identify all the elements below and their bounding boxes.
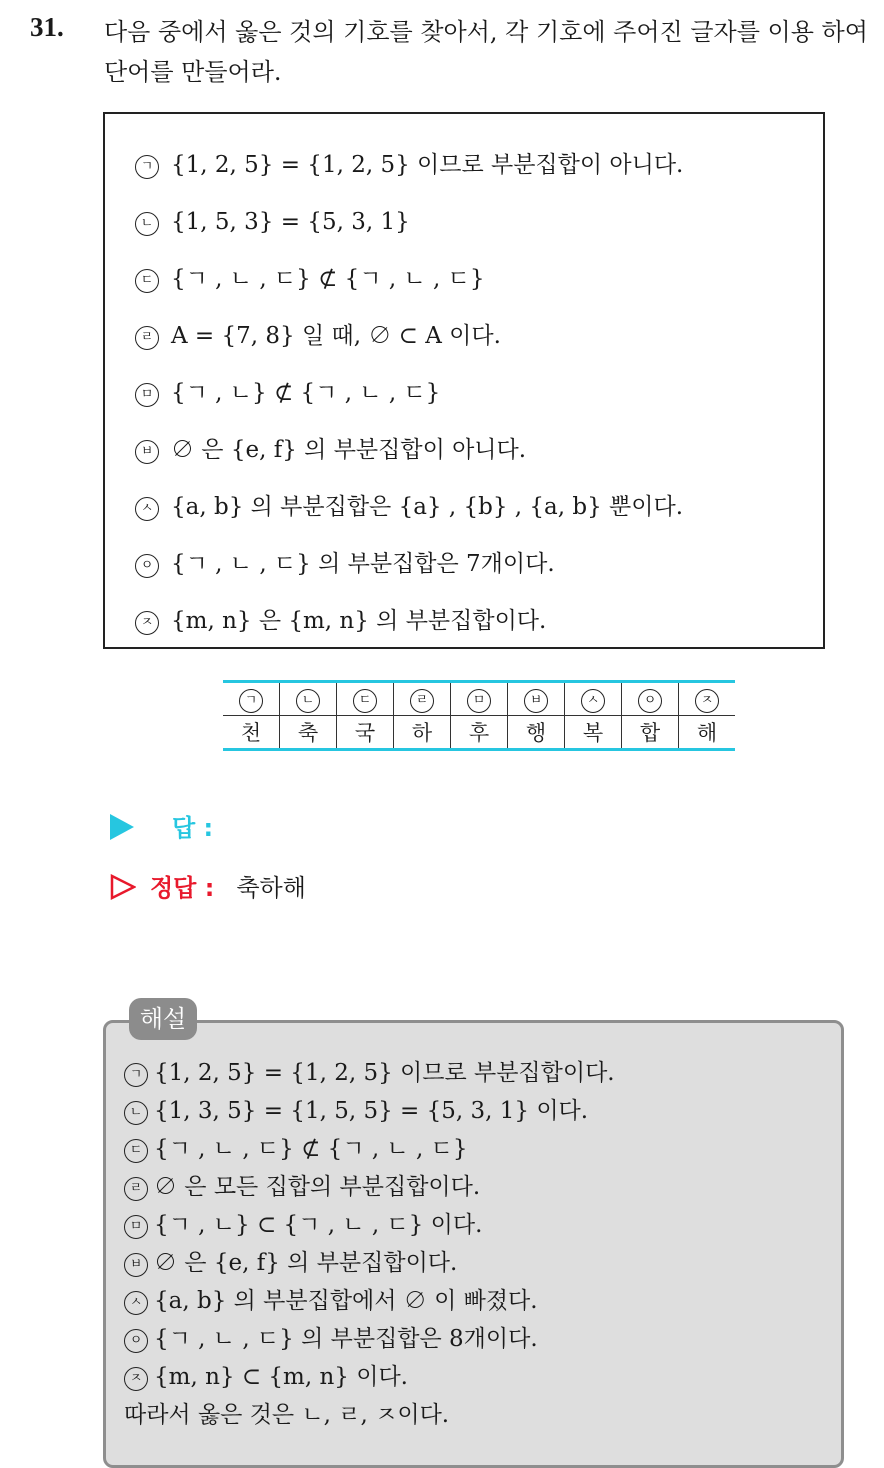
- statement-text: {ㄱ , ㄴ , ㄷ} ⊄ {ㄱ , ㄴ , ㄷ}: [171, 266, 485, 292]
- explanation-line: [124, 1248, 457, 1278]
- circled-mark: ㄱ: [239, 689, 263, 713]
- mapping-mark-cell: [223, 682, 280, 716]
- question-text: 다음 중에서 옳은 것의 기호를 찾아서, 각 기호에 주어진 글자를 이용 하여 단어를 만들어라.: [104, 18, 868, 86]
- explanation-line: [124, 1096, 588, 1126]
- circled-mark: ㅁ: [124, 1215, 148, 1239]
- statement-item: [135, 150, 683, 180]
- outline-triangle-icon: [110, 874, 136, 900]
- explanation-line: [124, 1362, 408, 1392]
- mapping-char-cell: 후: [451, 716, 508, 750]
- statement-item: [135, 435, 526, 465]
- statement-item: [135, 378, 440, 408]
- statement-item: [135, 321, 501, 351]
- statement-text: A = {7, 8} 일 때, ∅ ⊂ A 이다.: [171, 323, 501, 349]
- circled-mark: ㄹ: [124, 1177, 148, 1201]
- circled-mark: ㅈ: [135, 611, 159, 635]
- mapping-mark-cell: [508, 682, 565, 716]
- explanation-tag: 해설: [129, 998, 197, 1040]
- statement-item: [135, 492, 683, 522]
- explanation-text: {1, 2, 5} = {1, 2, 5} 이므로 부분집합이다.: [154, 1060, 615, 1086]
- mapping-char-cell: 복: [565, 716, 622, 750]
- mapping-mark-cell: [622, 682, 679, 716]
- explanation-text: {ㄱ , ㄴ , ㄷ} ⊄ {ㄱ , ㄴ , ㄷ}: [154, 1136, 468, 1162]
- circled-mark: ㅂ: [524, 689, 548, 713]
- mapping-char-cell: 하: [394, 716, 451, 750]
- explanation-line: [124, 1172, 480, 1202]
- statement-item: [135, 264, 484, 294]
- question-number: 31.: [30, 12, 64, 42]
- statements-box: [103, 112, 825, 649]
- mapping-mark-cell: [565, 682, 622, 716]
- mapping-char-cell: 국: [337, 716, 394, 750]
- circled-mark: ㅇ: [135, 554, 159, 578]
- statement-text: {ㄱ , ㄴ , ㄷ} 의 부분집합은 7개이다.: [171, 551, 555, 577]
- mapping-char-cell: 합: [622, 716, 679, 750]
- explanation-line: [124, 1134, 467, 1164]
- explanation-text: {ㄱ , ㄴ , ㄷ} 의 부분집합은 8개이다.: [154, 1326, 538, 1352]
- circled-mark: ㅅ: [135, 497, 159, 521]
- statement-text: ∅ 은 {e, f} 의 부분집합이 아니다.: [171, 437, 527, 463]
- mapping-mark-cell: [451, 682, 508, 716]
- mapping-mark-cell: [337, 682, 394, 716]
- explanation-text: {1, 3, 5} = {1, 5, 5} = {5, 3, 1} 이다.: [154, 1098, 589, 1124]
- circled-mark: ㄱ: [135, 155, 159, 179]
- explanation-text: {m, n} ⊂ {m, n} 이다.: [154, 1364, 408, 1390]
- mapping-table: [223, 680, 735, 751]
- circled-mark: ㅇ: [124, 1329, 148, 1353]
- statement-item: [135, 606, 546, 636]
- circled-mark: ㅁ: [135, 383, 159, 407]
- explanation-text: ∅ 은 {e, f} 의 부분집합이다.: [154, 1250, 458, 1276]
- circled-mark: ㄹ: [135, 326, 159, 350]
- explanation-text: ∅ 은 모든 집합의 부분집합이다.: [154, 1174, 481, 1200]
- statement-item: [135, 207, 410, 237]
- circled-mark: ㄷ: [124, 1139, 148, 1163]
- statement-text: {m, n} 은 {m, n} 의 부분집합이다.: [171, 608, 547, 634]
- play-triangle-icon: [110, 814, 134, 840]
- mapping-char-row: [223, 716, 735, 750]
- mapping-char-cell: 천: [223, 716, 280, 750]
- circled-mark: ㅂ: [135, 440, 159, 464]
- explanation-text: {a, b} 의 부분집합에서 ∅ 이 빠졌다.: [154, 1288, 538, 1314]
- explanation-line: [124, 1286, 538, 1316]
- statement-text: {1, 2, 5} = {1, 2, 5} 이므로 부분집합이 아니다.: [171, 152, 684, 178]
- circled-mark: ㄹ: [410, 689, 434, 713]
- circled-mark: ㅈ: [124, 1367, 148, 1391]
- circled-mark: ㄴ: [296, 689, 320, 713]
- circled-mark: ㄴ: [135, 212, 159, 236]
- statement-text: {a, b} 의 부분집합은 {a} , {b} , {a, b} 뿐이다.: [171, 494, 684, 520]
- mapping-char-cell: 행: [508, 716, 565, 750]
- circled-mark: ㅂ: [124, 1253, 148, 1277]
- circled-mark: ㅁ: [467, 689, 491, 713]
- mapping-char-cell: 축: [280, 716, 337, 750]
- explanation-line: [124, 1324, 538, 1354]
- answer-row: [110, 808, 213, 843]
- mapping-header-row: [223, 682, 735, 716]
- statement-item: [135, 549, 555, 579]
- explanation-line: [124, 1058, 615, 1088]
- statement-text: {1, 5, 3} = {5, 3, 1}: [171, 209, 410, 235]
- circled-mark: ㄴ: [124, 1101, 148, 1125]
- circled-mark: ㅇ: [638, 689, 662, 713]
- explanation-line: [124, 1210, 482, 1240]
- correct-answer-row: [110, 868, 306, 903]
- answer-label: 답 :: [172, 814, 214, 842]
- correct-answer-value: 축하해: [236, 874, 306, 902]
- circled-mark: ㄷ: [135, 269, 159, 293]
- circled-mark: ㅅ: [124, 1291, 148, 1315]
- mapping-mark-cell: [679, 682, 736, 716]
- correct-answer-label: 정답 :: [150, 874, 215, 902]
- circled-mark: ㄷ: [353, 689, 377, 713]
- explanation-text: {ㄱ , ㄴ} ⊂ {ㄱ , ㄴ , ㄷ} 이다.: [154, 1212, 483, 1238]
- mapping-char-cell: 해: [679, 716, 736, 750]
- statement-text: {ㄱ , ㄴ} ⊄ {ㄱ , ㄴ , ㄷ}: [171, 380, 441, 406]
- circled-mark: ㅅ: [581, 689, 605, 713]
- mapping-mark-cell: [394, 682, 451, 716]
- circled-mark: ㄱ: [124, 1063, 148, 1087]
- explanation-conclusion: 따라서 옳은 것은 ㄴ, ㄹ, ㅈ이다.: [124, 1402, 450, 1428]
- circled-mark: ㅈ: [695, 689, 719, 713]
- mapping-mark-cell: [280, 682, 337, 716]
